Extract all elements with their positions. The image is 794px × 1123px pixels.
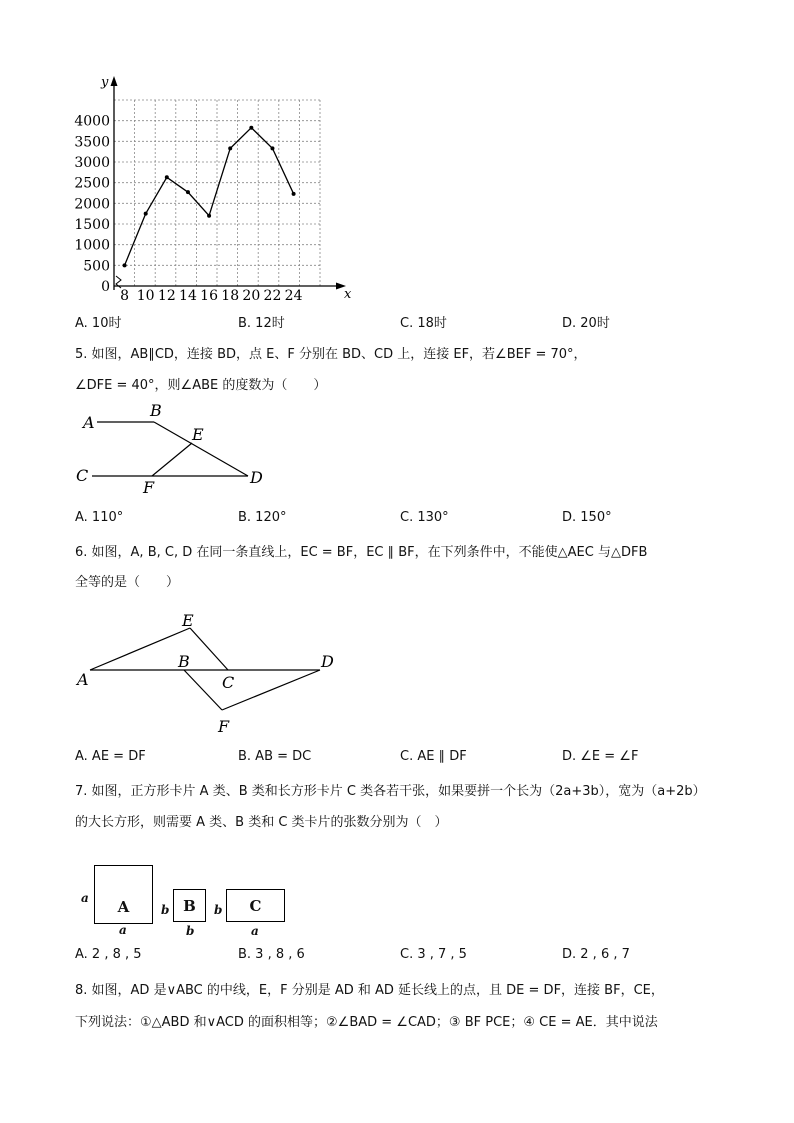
card-a-side-label: a: [81, 891, 89, 905]
card-b-side-label: b: [161, 903, 170, 917]
q5-option-d: D. 150°: [562, 510, 612, 525]
q5-question-line1: 5. 如图，AB∥CD，连接 BD，点 E、F 分别在 BD、CD 上，连接 EF，若∠BEF = 70°，: [75, 347, 587, 362]
card-c-side-label: b: [214, 903, 223, 917]
x-tick-label: 10: [136, 288, 155, 304]
q4-option-c: C. 18时: [400, 316, 447, 331]
data-point: [123, 263, 127, 267]
x-tick-label: 16: [200, 288, 218, 304]
card-a: [94, 865, 153, 924]
q5-label-d: D: [250, 468, 263, 487]
x-tick-label: 20: [242, 288, 261, 304]
chart-labels: [74, 75, 352, 304]
card-b: [173, 889, 206, 922]
chart-series: [123, 126, 296, 268]
q7-option-a: A. 2 , 8 , 5: [75, 947, 142, 962]
q7-question-line1: 7. 如图，正方形卡片 A 类、B 类和长方形卡片 C 类各若干张，如果要拼一个长为（2a+3b），宽为（a+2b）: [75, 784, 706, 799]
q5-option-c: C. 130°: [400, 510, 449, 525]
q6-label-e: E: [182, 611, 194, 630]
q6-option-b: B. AB = DC: [238, 749, 312, 764]
q4-option-a: A. 10时: [75, 316, 122, 331]
y-tick-label: 1500: [74, 217, 110, 233]
data-point: [292, 192, 296, 196]
q7-option-c: C. 3 , 7 , 5: [400, 947, 467, 962]
card-a-name: A: [117, 897, 130, 916]
line-chart: [0, 0, 794, 310]
x-tick-label: 14: [179, 288, 197, 304]
q6-option-a: A. AE = DF: [75, 749, 146, 764]
y-tick-label: 2500: [74, 175, 110, 192]
x-tick-label: 22: [263, 288, 282, 304]
y-tick-label: 2000: [74, 196, 110, 213]
y-tick-label: 3500: [74, 134, 110, 151]
q4-option-b: B. 12时: [238, 316, 285, 331]
data-point: [186, 190, 190, 194]
x-tick-label: 24: [284, 288, 303, 304]
data-point: [270, 146, 274, 150]
y-axis-arrow: [111, 76, 118, 86]
x-tick-label: 8: [120, 288, 130, 304]
x-tick-label: 12: [157, 288, 176, 304]
q5-label-e: E: [192, 425, 204, 444]
q5-option-a: A. 110°: [75, 510, 124, 525]
card-b-name: B: [183, 896, 196, 915]
y-tick-label: 0: [101, 279, 110, 295]
q5-label-a: A: [83, 413, 95, 432]
q5-label-c: C: [76, 466, 89, 485]
q6-question-line1: 6. 如图，A, B, C, D 在同一条直线上，EC = BF，EC ∥ BF，在下列条件中，不能使△AEC 与△DFB: [75, 545, 648, 560]
data-point: [228, 146, 232, 150]
y-tick-label: 3000: [74, 155, 110, 171]
q5-figure: [70, 398, 290, 498]
y-axis-label: y: [101, 75, 109, 90]
q8-question-line2: 下列说法：①△ABD 和∨ACD 的面积相等；②∠BAD = ∠CAD；③ BF PCE；④ CE = AE．其中说法: [75, 1015, 658, 1030]
q4-option-d: D. 20时: [562, 316, 610, 331]
q6-question-line2: 全等的是（ ）: [75, 575, 180, 590]
q6-figure: [70, 605, 350, 740]
q6-label-c: C: [222, 673, 235, 692]
q6-label-a: A: [77, 670, 89, 689]
data-point: [144, 212, 148, 216]
q7-option-d: D. 2 , 6 , 7: [562, 947, 630, 962]
card-b-bottom-label: b: [186, 924, 195, 938]
chart-grid: [114, 100, 320, 286]
y-tick-label: 4000: [74, 113, 110, 130]
card-a-bottom-label: a: [119, 923, 127, 937]
x-tick-label: 18: [221, 288, 240, 304]
q5-question-line2: ∠DFE = 40°，则∠ABE 的度数为（ ）: [75, 378, 327, 393]
q8-question-line1: 8. 如图，AD 是∨ABC 的中线，E，F 分别是 AD 和 AD 延长线上的点，且 DE = DF，连接 BF，CE，: [75, 983, 664, 998]
q7-question-line2: 的大长方形，则需要 A 类、B 类和 C 类卡片的张数分别为（ ）: [75, 815, 448, 830]
data-point: [207, 214, 211, 218]
card-c-bottom-label: a: [251, 924, 259, 938]
data-point: [249, 126, 253, 130]
q6-label-f: F: [218, 717, 230, 736]
y-tick-label: 500: [83, 258, 110, 275]
q5-option-b: B. 120°: [238, 510, 287, 525]
q5-label-b: B: [150, 401, 162, 420]
q5-label-f: F: [143, 478, 155, 497]
y-tick-label: 1000: [74, 237, 110, 254]
series-line: [125, 128, 294, 266]
card-c-name: C: [249, 896, 262, 915]
q7-option-b: B. 3 , 8 , 6: [238, 947, 305, 962]
q6-label-d: D: [321, 652, 334, 671]
card-c: [226, 889, 285, 922]
x-axis-label: x: [344, 287, 352, 302]
q6-label-b: B: [178, 652, 190, 671]
data-point: [165, 175, 169, 179]
q6-option-c: C. AE ∥ DF: [400, 749, 467, 764]
q6-option-d: D. ∠E = ∠F: [562, 749, 639, 764]
